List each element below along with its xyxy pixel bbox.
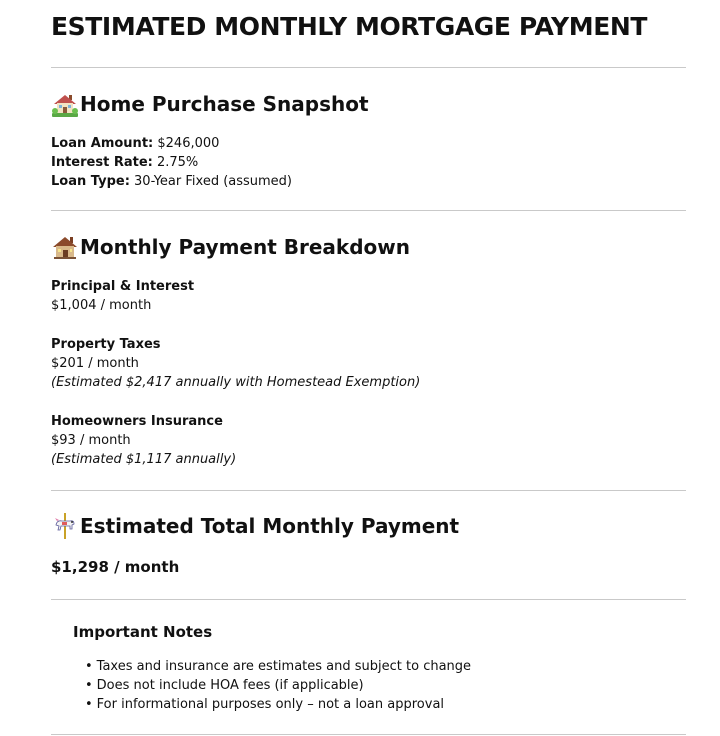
total-heading-text: Estimated Total Monthly Payment (80, 514, 460, 538)
list-item: • For informational purposes only – not a loan approval (85, 695, 471, 714)
divider (51, 67, 686, 68)
taxes-label-text: Property Taxes (51, 337, 161, 352)
insurance-note: (Estimated $1,117 annually) (51, 452, 237, 467)
taxes-value: $201 / month (51, 356, 139, 371)
principal-value: $1,004 / month (51, 298, 152, 313)
loan-amount-line (51, 134, 219, 153)
snapshot-heading (51, 90, 369, 118)
loan-type-line (51, 172, 292, 191)
loan-type-label: Loan Type: (51, 174, 130, 189)
breakdown-heading-text: Monthly Payment Breakdown (80, 235, 410, 259)
insurance-value: $93 / month (51, 433, 131, 448)
principal-label (51, 277, 194, 296)
interest-rate-value: 2.75% (156, 155, 199, 170)
taxes-label (51, 335, 161, 354)
divider (51, 599, 686, 600)
interest-rate-line (51, 153, 198, 172)
notes-heading: Important Notes (73, 623, 213, 641)
list-item: • Taxes and insurance are estimates and subject to change (85, 657, 471, 676)
breakdown-heading (51, 233, 410, 261)
insurance-label-text: Homeowners Insurance (51, 414, 223, 429)
notes-list (85, 657, 471, 714)
loan-amount-value: $246,000 (157, 136, 220, 151)
loan-amount-label: Loan Amount: (51, 136, 154, 151)
carousel-horse-icon (51, 512, 79, 540)
document-title: ESTIMATED MONTHLY MORTGAGE PAYMENT (51, 12, 648, 41)
house-icon (51, 233, 79, 261)
snapshot-heading-text: Home Purchase Snapshot (80, 92, 369, 116)
interest-rate-label: Interest Rate: (51, 155, 153, 170)
total-heading (51, 512, 459, 540)
principal-label-text: Principal & Interest (51, 279, 195, 294)
total-value: $1,298 / month (51, 558, 180, 576)
insurance-label (51, 412, 223, 431)
divider (51, 734, 686, 735)
divider (51, 490, 686, 491)
loan-type-value: 30-Year Fixed (assumed) (134, 174, 293, 189)
divider (51, 210, 686, 211)
list-item: • Does not include HOA fees (if applicable) (85, 676, 471, 695)
taxes-note: (Estimated $2,417 annually with Homestead Exemption) (51, 375, 421, 390)
house-with-garden-icon (51, 90, 79, 118)
